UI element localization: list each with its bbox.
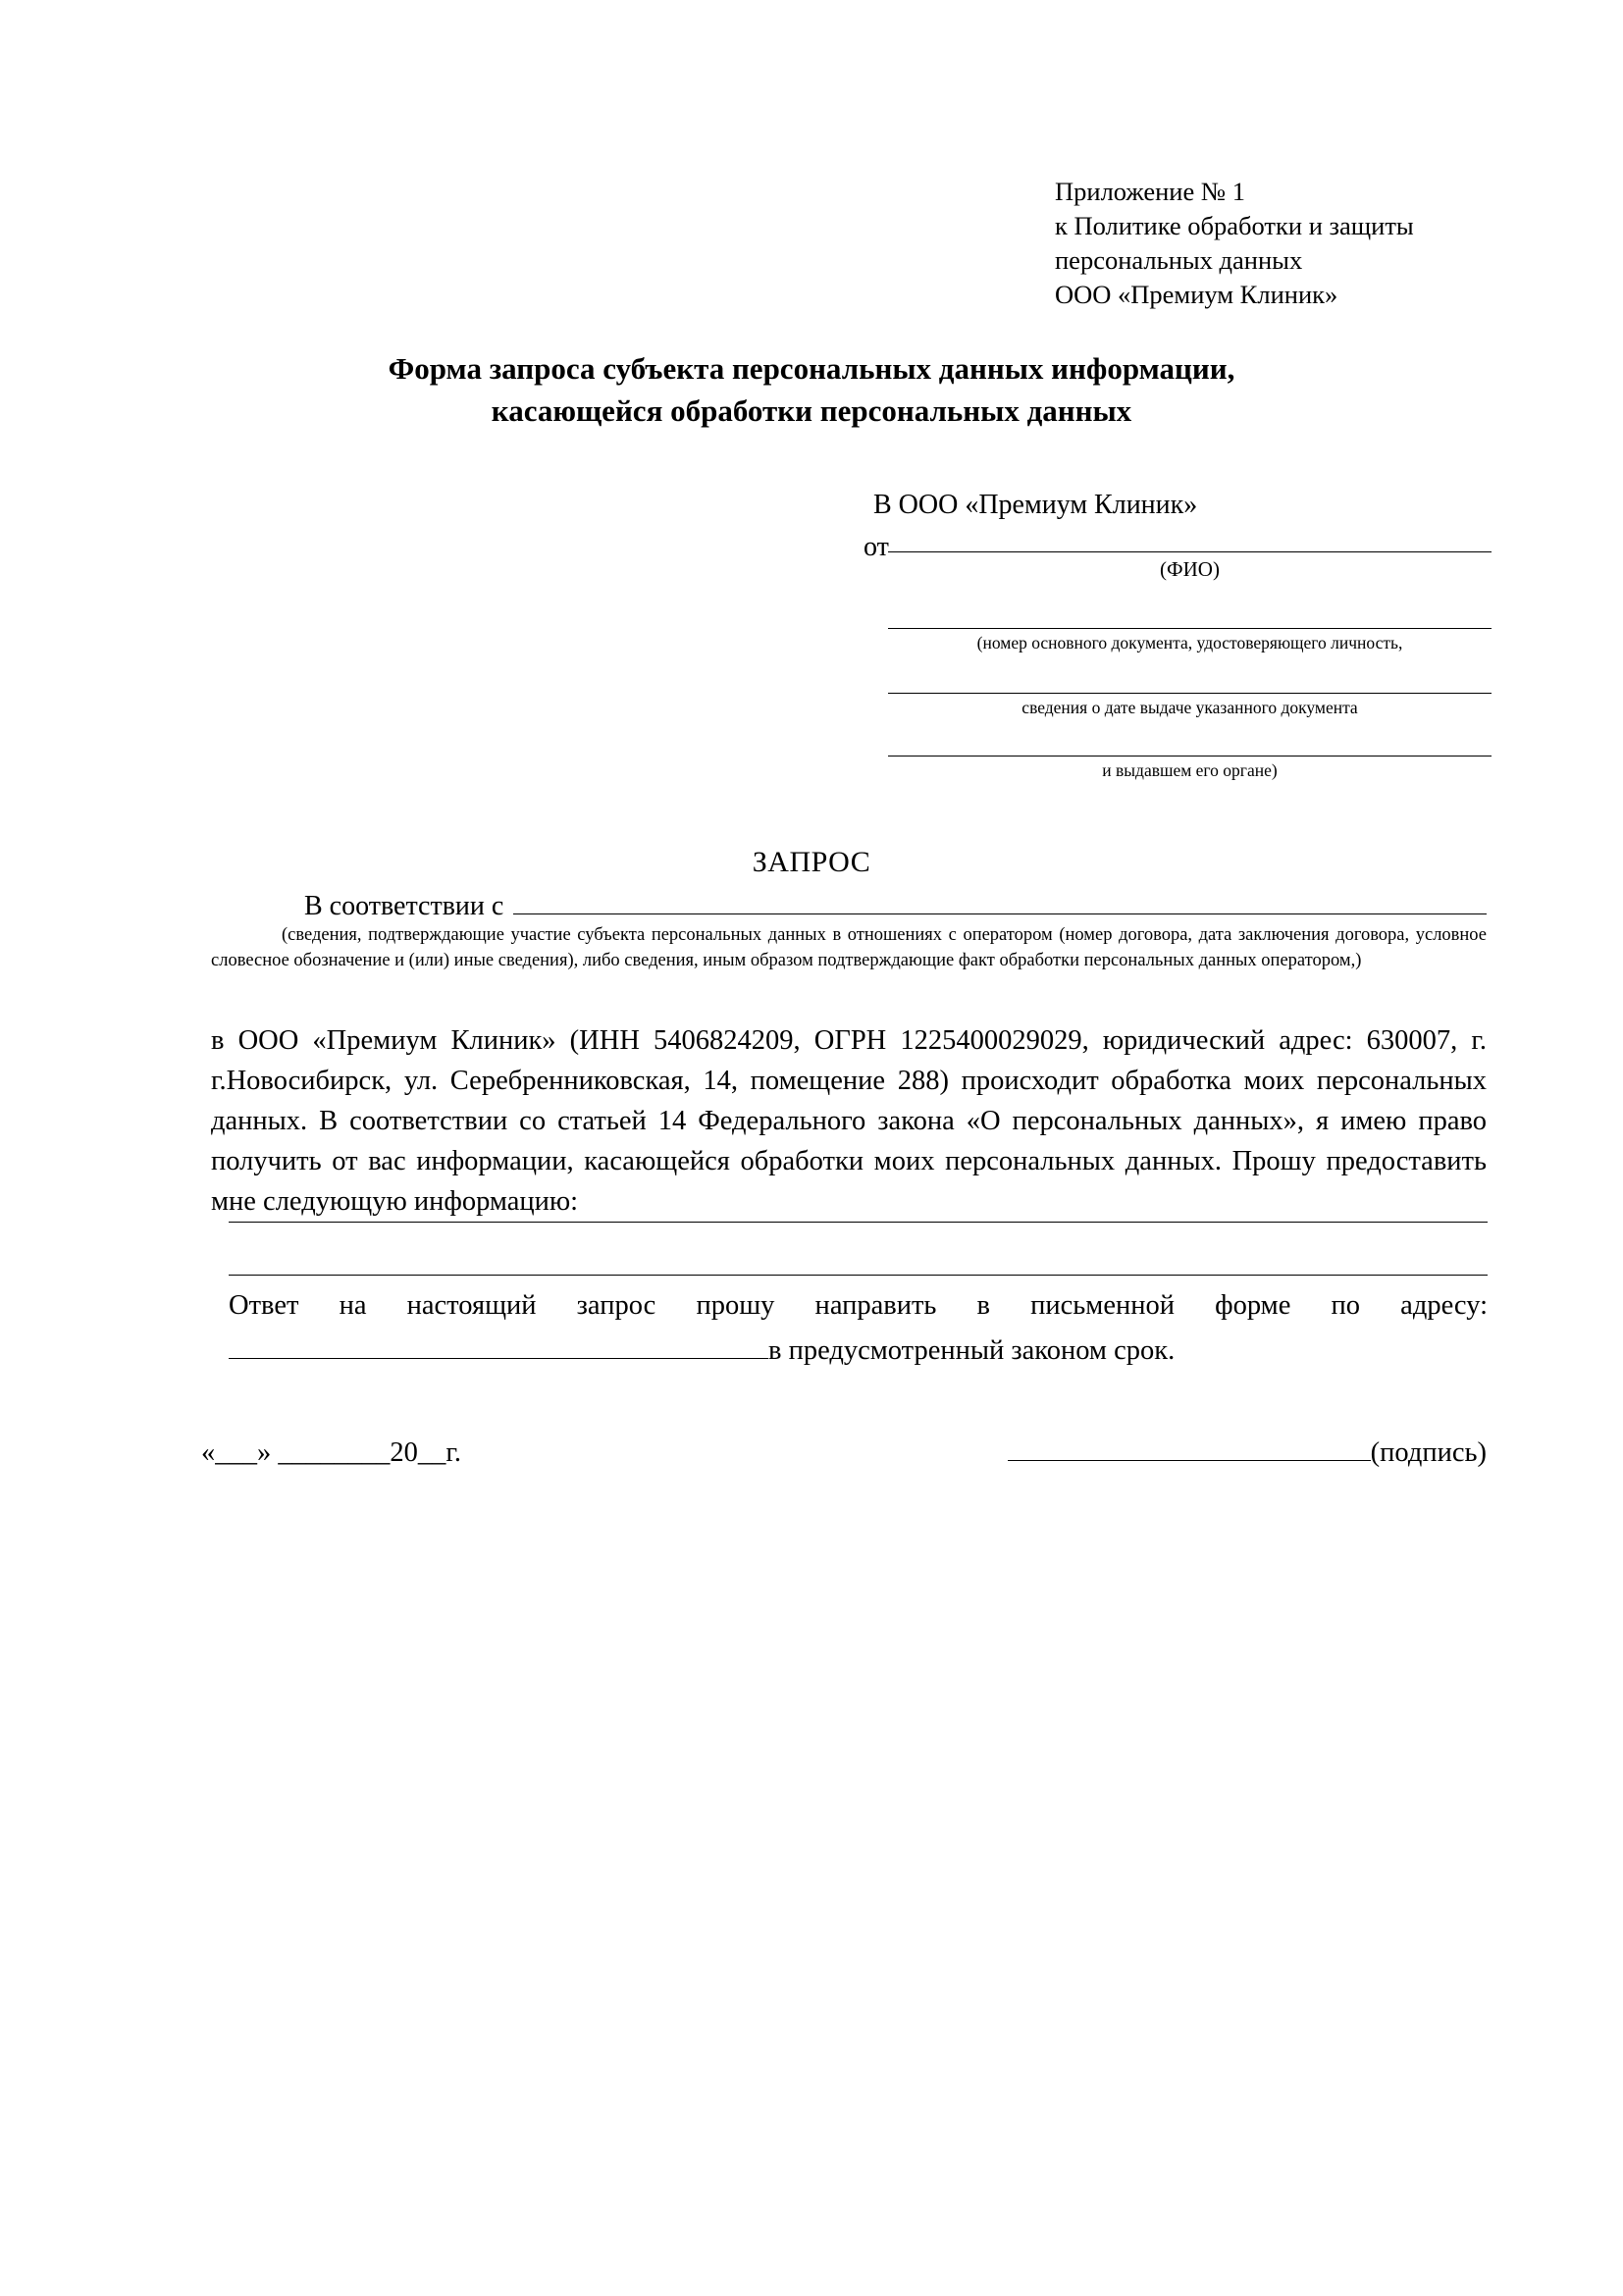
document-issue-date-field-group xyxy=(888,693,1492,719)
header-line-3: персональных данных xyxy=(1055,244,1303,275)
document-header-block xyxy=(1055,175,1565,312)
signature-input-line[interactable] xyxy=(1008,1435,1371,1461)
header-line-4: ООО «Премиум Клиник» xyxy=(1055,279,1338,309)
request-heading: ЗАПРОС xyxy=(752,846,871,878)
page-title-line-1: Форма запроса субъекта персональных данных информации, xyxy=(388,351,1235,386)
document-number-input-line[interactable] xyxy=(888,628,1492,629)
fio-field-group xyxy=(888,551,1492,582)
issuing-authority-field-group xyxy=(888,756,1492,782)
document-number-caption: (номер основного документа, удостоверяющего личность, xyxy=(976,633,1403,652)
issuing-authority-caption: и выдавшем его органе) xyxy=(1102,760,1278,780)
in-accordance-input-line[interactable] xyxy=(513,888,1487,914)
request-body-paragraph: в ООО «Премиум Клиник» (ИНН 5406824209, ОГРН 1225400029029, юридический адрес: 630007, г. г.Новосибирск, ул. Серебренниковская, 14, помещение 288) происходит обработка моих персональных данных. В соответствии со статьей 14 Федерального закона «О персональных данных», я имею право получить от вас информации, касающейся обработки моих персональных данных. Прошу предоставить мне следующую информацию: xyxy=(211,1025,1487,1218)
signature-row xyxy=(201,1435,1487,1469)
reply-address-tail: в предусмотренный законом срок. xyxy=(768,1335,1176,1367)
reply-address-paragraph xyxy=(229,1285,1488,1372)
document-issue-date-input-line[interactable] xyxy=(888,693,1492,694)
reply-address-row-2 xyxy=(229,1331,1488,1372)
signature-field-group xyxy=(1008,1435,1487,1469)
reply-address-line-1: Ответ на настоящий запрос прошу направить в письменной форме по адресу: xyxy=(229,1290,1488,1321)
fio-caption: (ФИО) xyxy=(1160,557,1220,581)
issuing-authority-input-line[interactable] xyxy=(888,756,1492,757)
request-note xyxy=(211,922,1487,974)
addressee-from-label: от xyxy=(864,532,889,563)
addressee-organization: В ООО «Премиум Клиник» xyxy=(873,490,1198,520)
document-issue-date-caption: сведения о дате выдаче указанного документа xyxy=(1021,698,1358,717)
request-details-input-line-2[interactable] xyxy=(229,1275,1488,1276)
signature-caption: (подпись) xyxy=(1370,1437,1487,1468)
document-number-field-group xyxy=(888,628,1492,654)
note-text: (сведения, подтверждающие участие субъекта персональных данных в отношениях с оператором (номер договора, дата заключения договора, условное словесное обозначение и (или) иные сведения), либо сведения, иным образом подтверждающие факт обработки персональных данных оператором,) xyxy=(211,925,1487,971)
page-title-line-2: касающейся обработки персональных данных xyxy=(491,392,1132,428)
request-details-input-line-1[interactable] xyxy=(229,1222,1488,1223)
header-line-2: к Политике обработки и защиты xyxy=(1055,210,1414,240)
fio-input-line[interactable] xyxy=(888,551,1492,552)
in-accordance-label: В соответствии с xyxy=(304,891,504,921)
in-accordance-row xyxy=(211,888,1487,922)
reply-address-input-line[interactable] xyxy=(229,1332,768,1359)
page-title xyxy=(196,348,1427,433)
header-line-1: Приложение № 1 xyxy=(1055,177,1246,206)
date-field[interactable]: «___» ________20__г. xyxy=(201,1437,461,1468)
